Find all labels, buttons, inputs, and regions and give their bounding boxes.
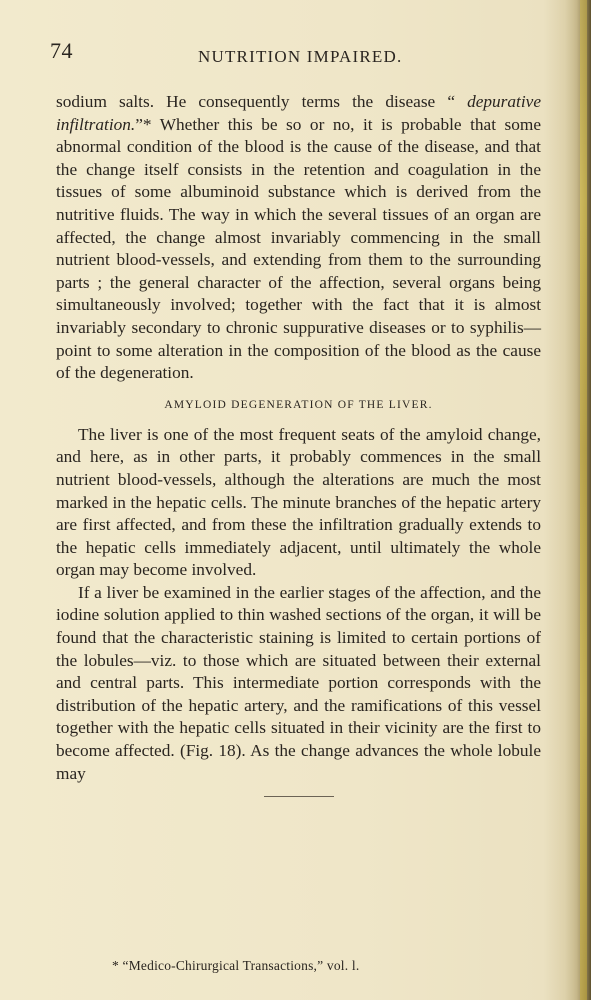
section-heading: AMYLOID DEGENERATION OF THE LIVER. <box>164 398 433 411</box>
page-edge-shadow <box>565 0 591 1000</box>
paragraph-examination: If a liver be examined in the earlier stages of the affection, and the iodine solution applied to thin washed sections of the organ, it will be found that the characteristic staining is limited to certain portions of the lobules—viz. to those which are situated between their external and central parts. This intermediate portion corresponds with the distribution of the hepatic artery, and the ramifications of this vessel together with the hepatic cells situated in their vicinity are the first to become affected. (Fig. 18). As the change advances the whole lobule may <box>56 582 541 783</box>
term-depurative-infiltration: depurative infiltration. <box>56 92 541 134</box>
footnote: * “Medico-Chirurgical Transactions,” vol. l. <box>112 958 360 973</box>
paragraph-liver: The liver is one of the most frequent seats of the amyloid change, and here, as in other parts, it probably commences in the small nutrient blood-vessels, although the alterations are much the most marked in the hepatic cells. The minute branches of the hepatic artery are first affected, and from these the infiltration gradually extends to the hepatic cells immediately adjacent, until ultimately the whole organ may become involved. <box>56 424 541 580</box>
footnote-rule <box>264 796 334 797</box>
body-text <box>56 91 541 797</box>
paragraph-continued: sodium salts. He consequently terms the disease “ depurative infiltration.”* Whether this be so or no, it is probable that some abnormal condition of the blood is the cause of the disease, and that the change itself consists in the retention and coagulation in the tissues of some albuminoid substance which is derived from the nutritive fluids. The way in which the several tissues of an organ are affected, the change almost invariably commencing in the small nutrient blood-vessels, and extending from them to the surrounding parts ; the general character of the affection, several organs being simultaneously involved; together with the fact that it is almost invariably secondary to chronic suppurative diseases or to syphilis—point to some alteration in the composition of the blood as the cause of the degeneration. <box>56 92 541 383</box>
running-head: NUTRITION IMPAIRED. <box>198 47 403 66</box>
page-edge-strip <box>580 0 587 1000</box>
page-number: 74 <box>50 38 73 63</box>
page-header <box>50 38 540 74</box>
